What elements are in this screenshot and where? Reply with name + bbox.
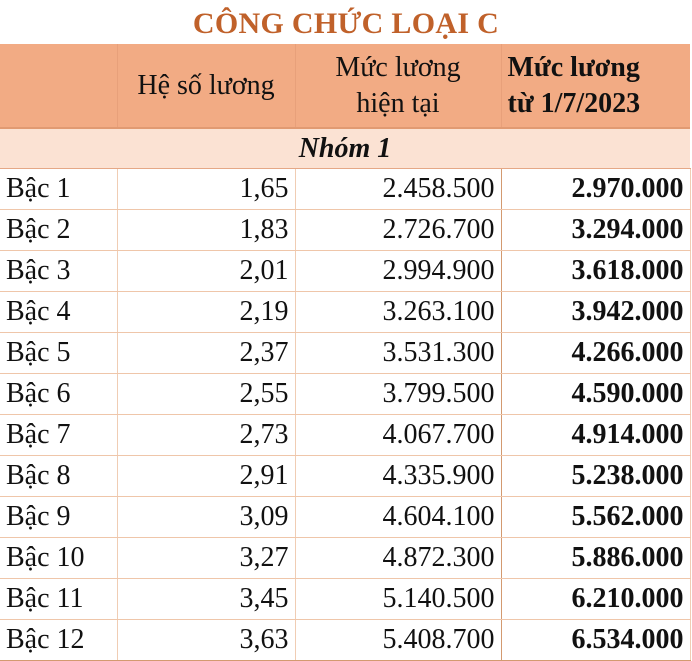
new-salary-cell: 6.210.000 xyxy=(501,579,690,620)
current-salary-cell: 3.799.500 xyxy=(295,374,501,415)
current-salary-cell: 2.994.900 xyxy=(295,251,501,292)
new-salary-cell: 4.914.000 xyxy=(501,415,690,456)
current-salary-cell: 2.458.500 xyxy=(295,169,501,210)
table-row xyxy=(0,456,690,497)
table-row xyxy=(0,374,690,415)
header-new-line2: từ 1/7/2023 xyxy=(507,87,641,119)
new-salary-cell: 4.266.000 xyxy=(501,333,690,374)
current-salary-cell: 4.604.100 xyxy=(295,497,501,538)
new-salary-cell: 5.238.000 xyxy=(501,456,690,497)
header-grade xyxy=(0,44,117,128)
header-row xyxy=(0,44,690,128)
coefficient-cell: 2,01 xyxy=(117,251,295,292)
header-current-salary xyxy=(295,44,501,128)
current-salary-cell: 5.140.500 xyxy=(295,579,501,620)
grade-cell: Bậc 5 xyxy=(0,333,117,374)
table-row xyxy=(0,333,690,374)
current-salary-cell: 3.263.100 xyxy=(295,292,501,333)
table-title: CÔNG CHỨC LOẠI C xyxy=(192,7,500,40)
table-row xyxy=(0,415,690,456)
coefficient-cell: 3,63 xyxy=(117,620,295,661)
header-current-line2: hiện tại xyxy=(356,87,440,119)
header-current-line1: Mức lương xyxy=(335,51,461,83)
coefficient-cell: 2,91 xyxy=(117,456,295,497)
group-row xyxy=(0,128,690,169)
grade-cell: Bậc 11 xyxy=(0,579,117,620)
table-row xyxy=(0,169,690,210)
table-row xyxy=(0,251,690,292)
grade-cell: Bậc 3 xyxy=(0,251,117,292)
salary-table xyxy=(0,44,691,661)
coefficient-cell: 2,55 xyxy=(117,374,295,415)
new-salary-cell: 5.886.000 xyxy=(501,538,690,579)
header-new-salary xyxy=(501,44,690,128)
table-row xyxy=(0,538,690,579)
coefficient-cell: 3,09 xyxy=(117,497,295,538)
table-row xyxy=(0,292,690,333)
grade-cell: Bậc 9 xyxy=(0,497,117,538)
coefficient-cell: 3,27 xyxy=(117,538,295,579)
coefficient-cell: 2,19 xyxy=(117,292,295,333)
table-row xyxy=(0,579,690,620)
current-salary-cell: 3.531.300 xyxy=(295,333,501,374)
current-salary-cell: 4.335.900 xyxy=(295,456,501,497)
grade-cell: Bậc 4 xyxy=(0,292,117,333)
new-salary-cell: 6.534.000 xyxy=(501,620,690,661)
group-label: Nhóm 1 xyxy=(0,128,690,169)
grade-cell: Bậc 12 xyxy=(0,620,117,661)
table-row xyxy=(0,620,690,661)
new-salary-cell: 3.294.000 xyxy=(501,210,690,251)
current-salary-cell: 4.067.700 xyxy=(295,415,501,456)
header-coefficient: Hệ số lương xyxy=(117,44,295,128)
current-salary-cell: 4.872.300 xyxy=(295,538,501,579)
new-salary-cell: 3.942.000 xyxy=(501,292,690,333)
new-salary-cell: 5.562.000 xyxy=(501,497,690,538)
grade-cell: Bậc 7 xyxy=(0,415,117,456)
table-row xyxy=(0,210,690,251)
grade-cell: Bậc 6 xyxy=(0,374,117,415)
new-salary-cell: 4.590.000 xyxy=(501,374,690,415)
coefficient-cell: 2,37 xyxy=(117,333,295,374)
grade-cell: Bậc 8 xyxy=(0,456,117,497)
table-row xyxy=(0,497,690,538)
grade-cell: Bậc 2 xyxy=(0,210,117,251)
new-salary-cell: 2.970.000 xyxy=(501,169,690,210)
header-new-line1: Mức lương xyxy=(507,51,640,83)
coefficient-cell: 1,83 xyxy=(117,210,295,251)
new-salary-cell: 3.618.000 xyxy=(501,251,690,292)
current-salary-cell: 2.726.700 xyxy=(295,210,501,251)
coefficient-cell: 1,65 xyxy=(117,169,295,210)
coefficient-cell: 3,45 xyxy=(117,579,295,620)
grade-cell: Bậc 1 xyxy=(0,169,117,210)
coefficient-cell: 2,73 xyxy=(117,415,295,456)
grade-cell: Bậc 10 xyxy=(0,538,117,579)
current-salary-cell: 5.408.700 xyxy=(295,620,501,661)
